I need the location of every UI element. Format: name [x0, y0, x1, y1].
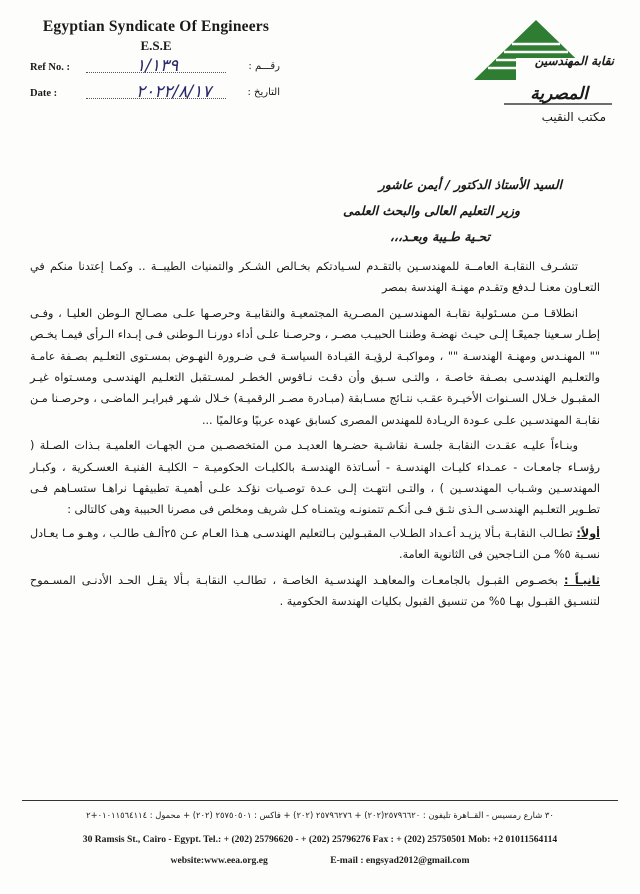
ref-label-en: Ref No. : — [30, 62, 70, 73]
date-label-ar: التاريخ : — [247, 87, 280, 98]
ref-label-ar: رقـــم : — [248, 61, 280, 72]
addressee-position: وزير التعليم العالى والبحث العلمى — [342, 203, 520, 218]
date-value: ٢٠٢٢/٨/١٧ — [136, 82, 212, 102]
footer-website: website:www.eea.org.eg — [170, 855, 268, 866]
footer-divider — [22, 800, 618, 801]
logo-title: نقابة المهندسين — [534, 54, 614, 68]
greeting: تحـية طـيبة وبعـد،،، — [389, 229, 490, 244]
logo-office: مكتب النقيب — [541, 110, 606, 124]
logo-subtitle: المصرية — [530, 84, 588, 104]
paragraph-1: تتشـرف النقابـة العامــة للمهندسـين بالتقـدم لسـيادتكم بخـالص الشـكر والتمنيات الطيبــة .. وكمـا إعتدنا منكم في التعـاون معنـا لـدفع وتقـدم مهنـة الهندسة بمصر — [30, 260, 600, 295]
ref-number-row — [26, 58, 286, 80]
date-label-en: Date : — [30, 88, 58, 99]
footer-email: E-mail : engsyad2012@gmail.com — [330, 855, 470, 866]
footer-contact — [22, 855, 618, 866]
org-abbreviation: E.S.E — [140, 38, 172, 53]
letter-body — [30, 172, 600, 613]
recommendation-1-label: أولاً: — [576, 526, 600, 540]
paragraph-2: انطلاقـا مـن مسـئولية نقابـة المهندسـين المصـرية المجتمعيـة والنقابيـة وحرصـها علـى مصـالح الـوطن العليـا ، وفـى إطـار سـعينا جميعًـا إلـى حيـث نهضـة وطننـا الحبيـب مصـر ، وحرصـنا علـى أداء دورنـا الـوطنى فـى إبـداء الـرأى فيمـا يخـص "" المهنـدس ومهنـة الهندسـة "" ، ومواكبـة لرؤيـة القيـادة السياسـة فـى ضـرورة النهـوض بمسـتوى التعلـيم بصـفة عامـة والتعلـيم الهندسـى بصـفة خاصـة ، والتـى سـبق وأن دقـت نـاقوس الخطـر لمسـتقبل التعلـيم الهندسـى ومسـتواه غيـر المقبـول خـلال السـنوات الأخيـرة عقـب نتـائج مسـابقة (مبـادرة مصـر الرقميـة) خـلال شـهر فبرايـر الماضـى ، وحرصـنا مـن نقابـة المهندسـين علـى عـودة الريـادة للمهندس المصرى كسابق عهده عربيًا وعالميًا ... — [30, 306, 600, 427]
recommendation-1-text: تطـالب النقابـة بـألا يزيـد أعـداد الطـلاب المقبـولين بـالتعليم الهندسـى هـذا العـام عـن ٢٥ألـف طالـب ، وهـو مـا يعـادل نسـبة ٥% مـن النـاجحين فى الثانوية العامة. — [30, 526, 600, 562]
footer-address-en: 30 Ramsis St., Cairo - Egypt. Tel.: + (202) 25796620 - + (202) 25796276 Fax : + (202) 25750501 Mob: +2 01011564114 — [82, 834, 558, 845]
syndicate-logo — [464, 18, 614, 128]
ref-number-value: ١/١٣٩ — [136, 56, 179, 76]
letterhead-left — [26, 18, 286, 106]
addressee: السيد الأستاذ الدكتور / أيمن عاشور — [378, 177, 562, 192]
date-row — [26, 84, 286, 106]
footer-address-ar: ٣٠ شارع رمسيس - القــاهرة تليفون : ٢٥٧٩٦٦٢٠(٢٠٢) + ٢٥٧٩٦٢٧٦ (٢٠٢) + فاكس : ٢٥٧٥٠٥٠١ (٢٠٢) + محمول : ٠١٠١١٥٦٤١١٤+٢ — [86, 810, 554, 820]
org-name: Egyptian Syndicate Of Engineers — [42, 18, 270, 35]
recommendation-2-label: ثانيـاً : — [563, 573, 601, 587]
recommendation-2-text: بخصـوص القبـول بالجامعـات والمعاهـد الهندسـية الخاصـة ، تطالـب النقابـة بـألا يقـل الحـد الأدنـى المسـموح لتنسـيق القبـول بهـا ٥% من تنسيق القبول بكليات الهندسة الحكومية . — [30, 573, 600, 609]
recommendation-2 — [30, 570, 600, 613]
paragraph-3: وبنـاءاً عليـه عقـدت النقابـة جلسـة نقاشـية حضـرها العديـد مـن المتخصصـين مـن الجهـات العلميـة بـذات الصـلة ( رؤسـاء جامعـات - عمـداء كليـات الهندسـة - أسـاتذة الهندسـة بالكليـات الحكوميـة – الكليـة الفنيـة العسـكرية ، وكبـار المهندسـين وشـباب المهندسـين ) ، والتـى انتهـت إلـى عـدة توصـيات نؤكـد علـى أهميـة تطبيقهـا نراهـا ستسـاهم فـى تطـوير التعلـيم الهندسـى الـذى نثـق فـى أنكـم تتمنونـه ويتمنـاه كـل شريف ومخلص فى مصرنا الحبيبة وهى كالتالى : — [30, 439, 600, 517]
recommendation-1 — [30, 523, 600, 566]
